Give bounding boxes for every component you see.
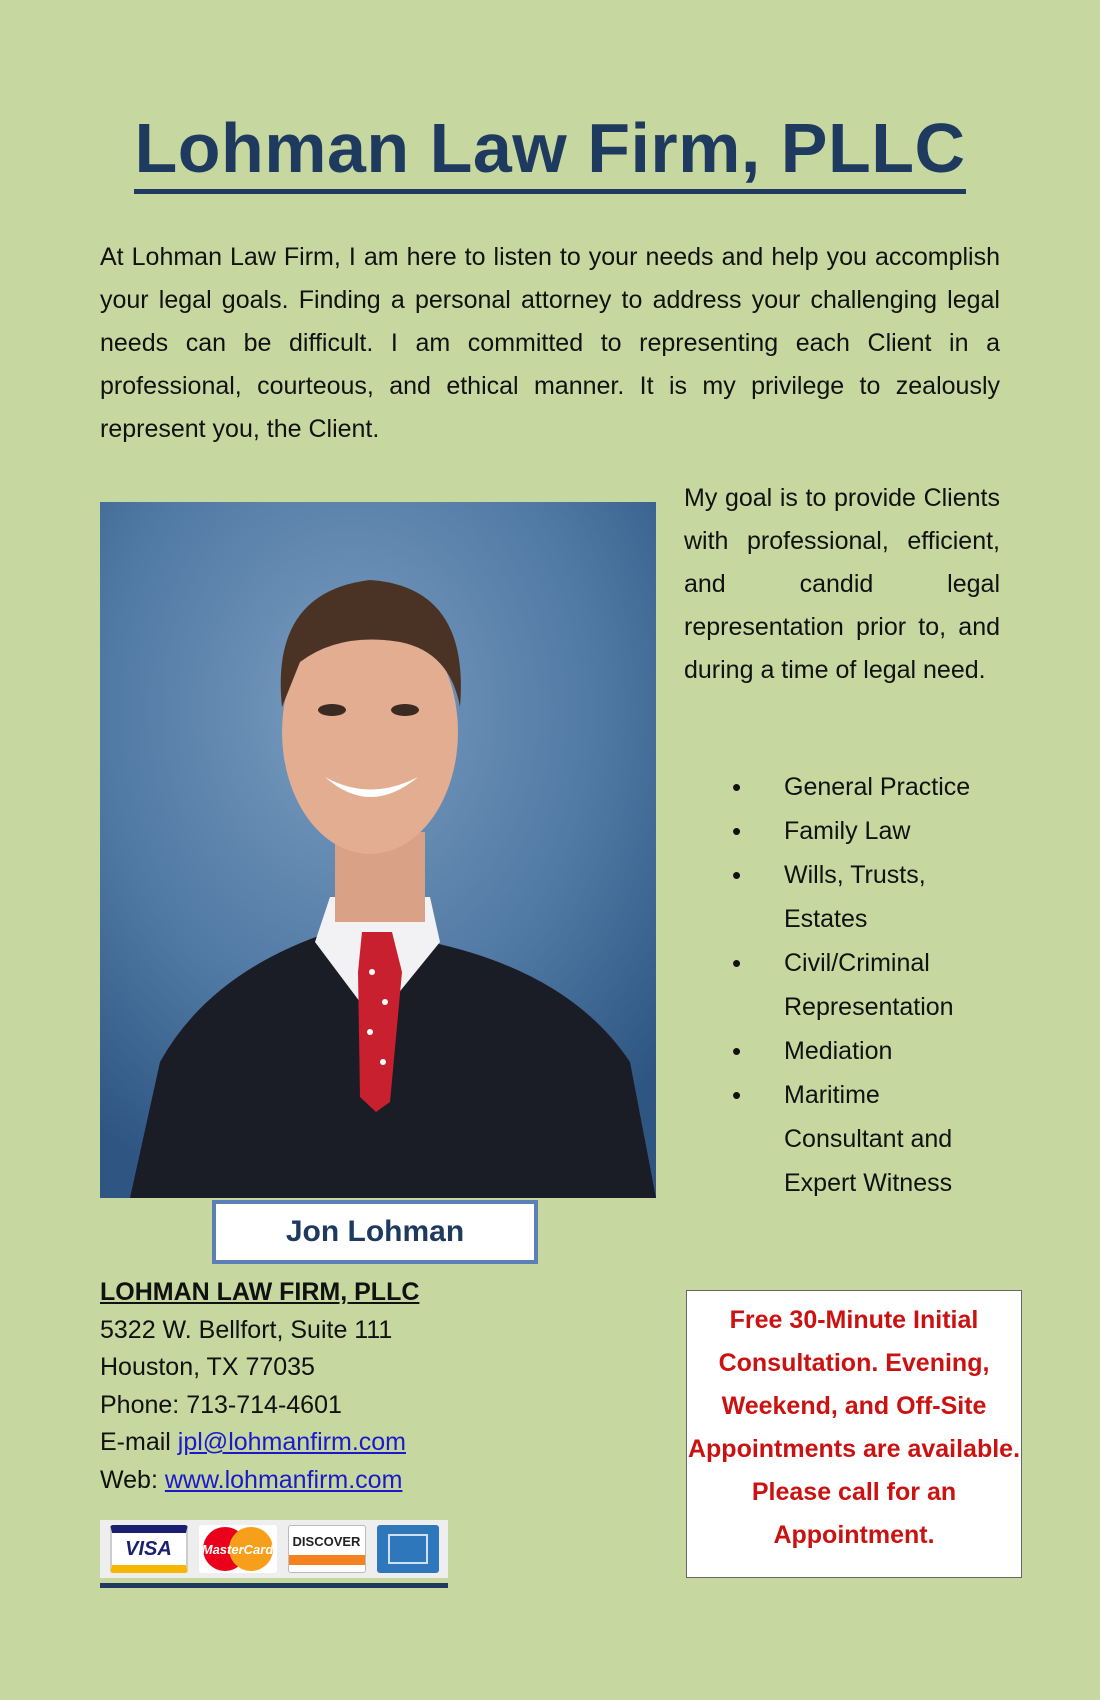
divider-rule <box>100 1583 448 1588</box>
consultation-offer-box: Free 30-Minute Initial Consultation. Evening, Weekend, and Off-Site Appointments are available. Please call for an Appointment. <box>686 1290 1022 1578</box>
discover-label: DISCOVER <box>292 1533 361 1549</box>
contact-phone-row <box>100 1387 520 1425</box>
phone-label: Phone: <box>100 1390 180 1419</box>
service-item: • Family Law <box>684 809 1004 853</box>
service-item: • General Practice <box>684 765 1004 809</box>
contact-address-line1: 5322 W. Bellfort, Suite 111 <box>100 1315 393 1344</box>
amex-logo-mark <box>388 1534 428 1564</box>
email-label: E-mail <box>100 1428 171 1456</box>
contact-firm-name: LOHMAN LAW FIRM, PLLC <box>100 1278 420 1306</box>
service-item: • Mediation <box>684 1029 1004 1073</box>
attorney-portrait-image <box>100 502 656 1198</box>
page-title <box>0 108 1100 188</box>
payment-cards <box>100 1520 448 1578</box>
attorney-name-box: Jon Lohman <box>212 1200 538 1264</box>
service-item: • Maritime Consultant and Expert Witness <box>684 1073 1004 1205</box>
contact-web-row <box>100 1462 520 1500</box>
web-link[interactable]: www.lohmanfirm.com <box>164 1465 403 1494</box>
visa-card-icon: VISA <box>110 1525 188 1573</box>
contact-block <box>100 1274 520 1499</box>
discover-stripe <box>289 1555 365 1565</box>
contact-email-row <box>100 1424 520 1462</box>
contact-address-line2: Houston, TX 77035 <box>100 1353 315 1381</box>
goal-paragraph: My goal is to provide Clients with professional, efficient, and candid legal representation prior to, and during a time of legal need. <box>684 484 1000 684</box>
mastercard-label: MasterCard <box>201 1541 274 1557</box>
services-list <box>684 765 1004 1205</box>
intro-paragraph: At Lohman Law Firm, I am here to listen to your needs and help you accomplish your legal goals. Finding a personal attorney to address your challenging legal needs can be difficult. I am committed to representing each Client in a professional, courteous, and ethical manner. It is my privilege to zealously represent you, the Client. <box>100 243 1000 443</box>
service-item: • Wills, Trusts, Estates <box>684 853 1004 941</box>
discover-card-icon <box>288 1525 366 1573</box>
amex-card-icon <box>377 1525 439 1573</box>
attorney-photo <box>100 502 656 1198</box>
service-item: • Civil/Criminal Representation <box>684 941 1004 1029</box>
page-title-text: Lohman Law Firm, PLLC <box>134 109 965 194</box>
phone-number: 713-714-4601 <box>186 1390 342 1419</box>
email-link[interactable]: jpl@lohmanfirm.com <box>177 1428 407 1456</box>
mastercard-card-icon <box>199 1525 277 1573</box>
web-label: Web: <box>100 1465 158 1494</box>
